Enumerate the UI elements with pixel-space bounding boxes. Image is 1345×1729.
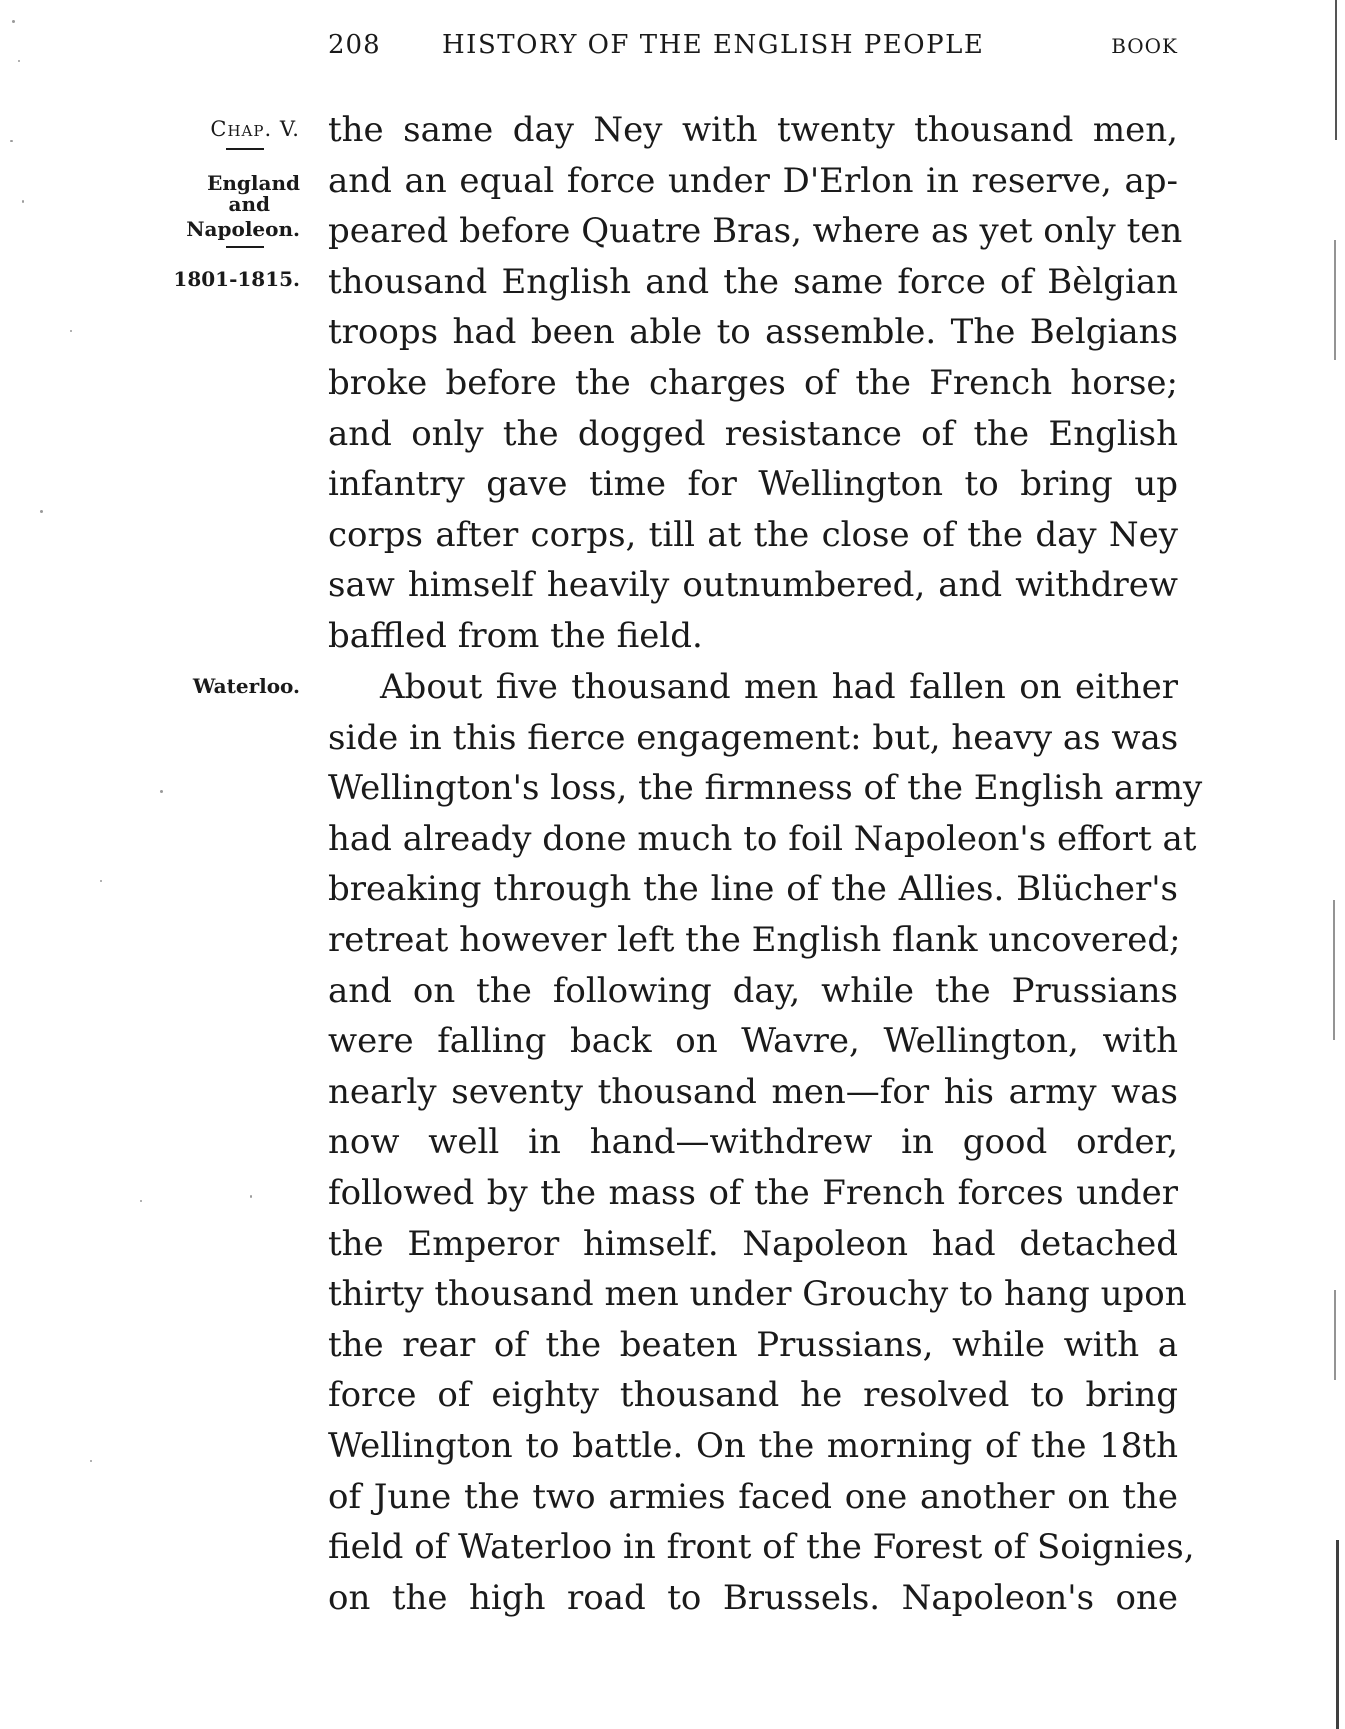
text-line: nearly seventy thousand men—for his army was [328, 1071, 1178, 1112]
text-line: the rear of the beaten Prussians, while with a [328, 1324, 1178, 1365]
text-line: troops had been able to assemble. The Belgians [328, 312, 1178, 353]
page-edge-mark [1333, 900, 1335, 1040]
page-edge-mark [1335, 0, 1337, 140]
text-line: breaking through the line of the Allies. Blücher's [328, 869, 1178, 910]
text-line: side in this fierce engagement: but, heavy as was [328, 717, 1179, 758]
scan-speck [90, 1460, 92, 1462]
text-line: of June the two armies faced one another on the [328, 1476, 1178, 1517]
sidenote-rule [226, 148, 264, 150]
text-line: and on the following day, while the Prussians [328, 970, 1178, 1011]
text-line: Wellington's loss, the firmness of the English army [328, 768, 1203, 809]
text-line: baffled from the field. [328, 615, 703, 656]
page-edge-mark [1336, 1540, 1339, 1729]
text-line: broke before the charges of the French horse; [328, 362, 1178, 403]
text-line: and an equal force under D'Erlon in reserve, ap- [328, 160, 1178, 201]
text-line: on the high road to Brussels. Napoleon's one [328, 1577, 1178, 1618]
scan-speck [12, 20, 15, 23]
scan-speck [70, 330, 72, 332]
scan-speck [40, 510, 43, 513]
book-label: BOOK [1111, 34, 1178, 58]
text-line: and only the dogged resistance of the English [328, 413, 1178, 454]
page-edge-mark [1334, 1290, 1336, 1380]
text-line: were falling back on Wavre, Wellington, with [328, 1021, 1178, 1062]
topic-sidenote-line2: and [228, 192, 270, 216]
scan-speck [160, 790, 163, 793]
text-line: thirty thousand men under Grouchy to hang upon [328, 1274, 1187, 1315]
running-title: HISTORY OF THE ENGLISH PEOPLE [442, 30, 985, 60]
scan-speck [140, 1200, 142, 1202]
text-line: the Emperor himself. Napoleon had detached [328, 1223, 1178, 1264]
text-line: retreat however left the English flank uncovered; [328, 919, 1181, 960]
paragraph-2 [328, 662, 1203, 1623]
page-number: 208 [328, 30, 381, 60]
running-header [328, 30, 1178, 70]
sidenote-rule [226, 246, 264, 248]
text-line: infantry gave time for Wellington to bring up [328, 464, 1178, 505]
text-line: field of Waterloo in front of the Forest of Soignies, [328, 1527, 1195, 1568]
text-line: force of eighty thousand he resolved to bring [328, 1375, 1178, 1416]
page-edge-mark [1334, 240, 1336, 360]
chapter-sidenote: Chap. V. [210, 117, 300, 141]
text-line: thousand English and the same force of Bèlgian [328, 261, 1178, 302]
text-line: saw himself heavily outnumbered, and withdrew [328, 565, 1178, 606]
scan-speck [22, 200, 24, 203]
text-line: peared before Quatre Bras, where as yet only ten [328, 211, 1183, 252]
text-line: followed by the mass of the French forces under [328, 1172, 1178, 1213]
scan-speck [18, 60, 20, 62]
scan-speck [100, 880, 102, 882]
topic-sidenote-line1: England [207, 171, 300, 195]
scan-speck [250, 1195, 252, 1198]
topic-sidenote-line3: Napoleon. [186, 217, 300, 241]
dates-sidenote: 1801-1815. [173, 267, 300, 291]
text-line: now well in hand—withdrew in good order, [328, 1122, 1178, 1163]
waterloo-sidenote: Waterloo. [192, 674, 300, 698]
text-line: had already done much to foil Napoleon's effort at [328, 818, 1197, 859]
paragraph-1 [328, 105, 1183, 662]
text-line: corps after corps, till at the close of the day Ney [328, 514, 1178, 555]
text-line: Wellington to battle. On the morning of the 18th [328, 1425, 1178, 1466]
text-line: About five thousand men had fallen on either [380, 667, 1178, 707]
scan-speck [10, 140, 13, 142]
text-line: the same day Ney with twenty thousand men, [328, 110, 1178, 150]
